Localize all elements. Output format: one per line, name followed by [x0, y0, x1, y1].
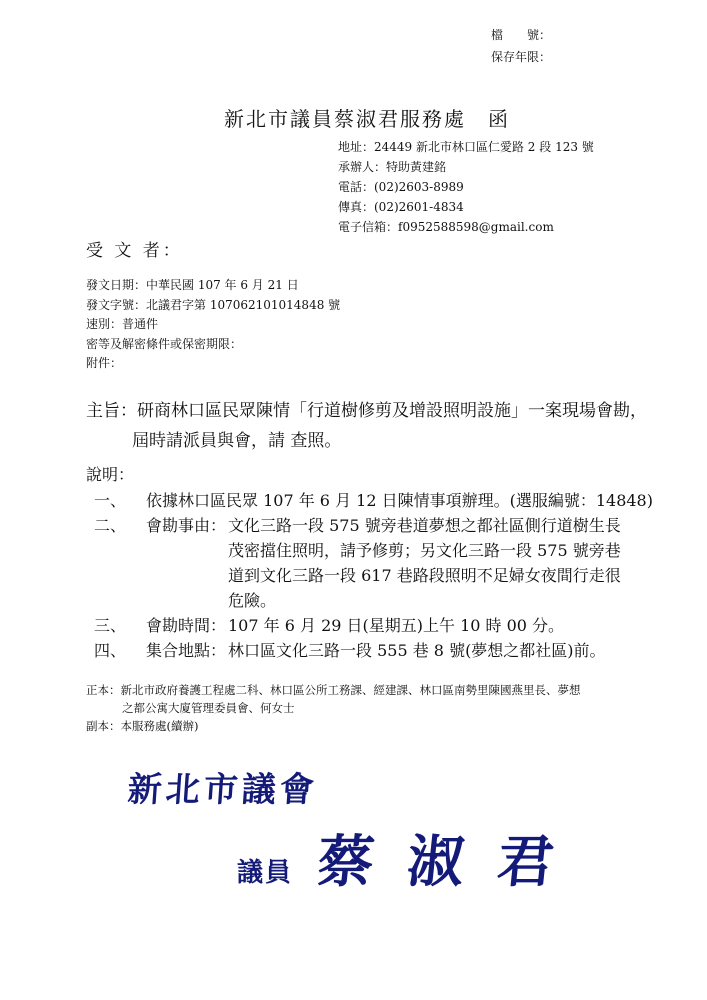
item-text-line: 文化三路一段 575 號旁巷道夢想之都社區側行道樹生長 — [228, 516, 621, 535]
item-number: 三、 — [93, 616, 126, 635]
item-label: 會勘時間： — [146, 616, 227, 635]
archive-labels — [491, 24, 551, 68]
contact-handler: 承辦人：特助黃建銘 — [338, 160, 447, 174]
explanation-list — [86, 488, 686, 663]
item-label: 會勘事由： — [146, 516, 227, 535]
contact-email: 電子信箱：f0952588598@gmail.com — [338, 220, 554, 234]
attachment-label: 附件： — [86, 356, 123, 370]
item-text: 107 年 6 月 29 日(星期五)上午 10 時 00 分。 — [228, 616, 565, 635]
item-text-line: 危險。 — [228, 591, 277, 610]
primary-recipients-line-2: 之都公寓大廈管理委員會、何女士 — [122, 701, 295, 715]
secrecy-level: 密等及解密條件或保密期限： — [86, 336, 243, 351]
item-text: 依據林口區民眾 107 年 6 月 12 日陳情事項辦理。(選服編號：14848) — [146, 491, 653, 510]
meta-block — [86, 276, 340, 374]
subject-block — [86, 396, 647, 456]
council-seal-text: 新北市議會 — [126, 770, 320, 810]
copy-recipients: 副本：本服務處(續辦) — [86, 719, 199, 733]
recipient-label: 受 文 者： — [86, 241, 183, 261]
item-text: 林口區文化三路一段 555 巷 8 號(夢想之都社區)前。 — [228, 641, 606, 660]
contact-fax: 傳真：(02)2601-4834 — [338, 200, 464, 214]
item-number: 一、 — [93, 491, 126, 510]
file-number-label: 檔 號： — [491, 28, 552, 42]
item-number: 二、 — [93, 516, 126, 535]
item-number: 四、 — [93, 641, 126, 660]
dispatch-date: 發文日期：中華民國 107 年 6 月 21 日 — [86, 278, 299, 292]
contact-block — [338, 137, 594, 237]
item-label: 集合地點： — [146, 641, 227, 660]
document-title: 新北市議員蔡淑君服務處 函 — [224, 107, 510, 131]
explanation-heading: 說明： — [86, 465, 135, 484]
primary-recipients-line-1: 正本：新北市政府養護工程處二科、林口區公所工務課、經建課、林口區南勢里陳國燕里長、夢想 — [86, 683, 581, 697]
delivery-speed: 速別：普通件 — [86, 317, 159, 331]
item-text-line: 道到文化三路一段 617 巷路段照明不足婦女夜間行走很 — [228, 566, 621, 585]
retention-period-label: 保存年限： — [491, 50, 552, 64]
contact-address: 地址：24449 新北市林口區仁愛路 2 段 123 號 — [338, 140, 594, 154]
dispatch-number: 發文字號：北議君字第 107062101014848 號 — [86, 297, 341, 312]
distribution-block — [86, 681, 581, 735]
councilor-name-seal: 蔡淑君 — [314, 829, 592, 895]
councilor-title-seal: 議員 — [237, 858, 294, 888]
subject-line-2: 屆時請派員與會，請 查照。 — [132, 431, 342, 451]
subject-line-1: 主旨：研商林口區民眾陳情「行道樹修剪及增設照明設施」一案現場會勘， — [86, 401, 647, 421]
contact-phone: 電話：(02)2603-8989 — [338, 180, 464, 194]
item-text-line: 茂密擋住照明，請予修剪；另文化三路一段 575 號旁巷 — [228, 541, 621, 560]
